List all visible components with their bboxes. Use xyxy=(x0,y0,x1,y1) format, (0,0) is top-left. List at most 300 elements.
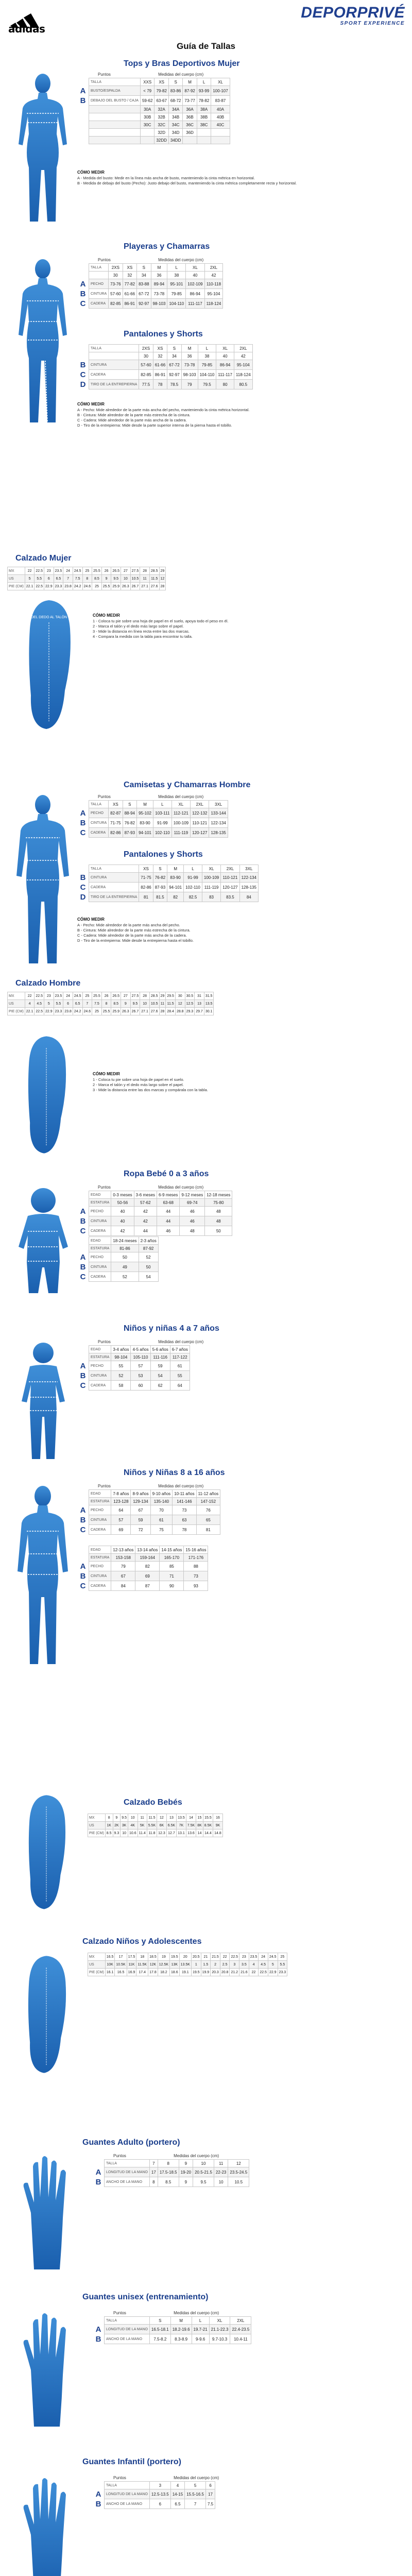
table-cell: 159-164 xyxy=(135,1554,160,1562)
table-cell: 20.8 xyxy=(220,1969,230,1976)
table-cell: 11.5 xyxy=(166,1000,176,1008)
howto-line: A - Medida del busto: Medir en la línea más ancha de busto, manteniendo la cinta métrica en horizontal. xyxy=(77,175,255,180)
howto-line: 4 - Compara la medida con la tabla para encontrar tu talla. xyxy=(93,634,193,639)
row-label: CINTURA xyxy=(89,289,109,299)
section-title-calzado-mujer: Calzado Mujer xyxy=(15,554,72,563)
table-cell: 26.3 xyxy=(121,583,131,590)
table-cell: 23.5-24.5 xyxy=(228,2167,249,2177)
ninos-8-16-table-2 xyxy=(77,1546,208,1591)
table-cell: < 79 xyxy=(140,86,154,96)
size-table xyxy=(77,1546,208,1591)
table-cell: 32A xyxy=(154,106,168,113)
column-header: XL xyxy=(216,345,234,352)
table-cell: 10 xyxy=(140,1000,150,1008)
table-cell: 14 xyxy=(186,1814,196,1822)
table-row xyxy=(77,1226,232,1236)
table-row xyxy=(77,299,223,309)
table-cell: 25 xyxy=(92,1008,102,1015)
row-label: US xyxy=(88,1822,106,1829)
column-header: M xyxy=(181,345,198,352)
table-cell: 22.5 xyxy=(35,992,44,1000)
table-row xyxy=(77,279,223,289)
table-cell: 27.6 xyxy=(149,1008,159,1015)
howto-line: A - Pecho: Mide alrededor de la parte más ancha del pecho, manteniendo la cinta métrica horizontal. xyxy=(77,407,250,412)
table-cell: 86-91 xyxy=(153,370,167,380)
table-cell: 22.1 xyxy=(25,1008,35,1015)
table-cell: 5.5 xyxy=(54,1000,63,1008)
row-label: ESTATURA xyxy=(89,1353,111,1361)
table-cell: 23.3 xyxy=(278,1969,287,1976)
foot-icon xyxy=(21,1030,72,1159)
table-cell: 25.5 xyxy=(101,1008,111,1015)
zone-cell xyxy=(77,1490,89,1498)
row-label: ESTATURA xyxy=(89,1554,111,1562)
table-caption xyxy=(93,2154,249,2158)
table-cell: 77.5 xyxy=(139,380,153,389)
table-cell: 23.8 xyxy=(63,583,73,590)
table-cell: 34DD xyxy=(168,137,182,144)
column-header: TALLA xyxy=(89,865,139,873)
table-cell: 21 xyxy=(201,1953,211,1961)
column-header: 12-13 años xyxy=(111,1546,135,1554)
table-cell: 57 xyxy=(131,1361,150,1371)
table-cell: 89-94 xyxy=(151,279,167,289)
table-cell: 6.5 xyxy=(54,575,63,583)
row-label: PIE (CM) xyxy=(88,1969,106,1976)
table-cell: 82-85 xyxy=(139,370,153,380)
table-cell: 78 xyxy=(153,380,167,389)
table-cell: 23.5 xyxy=(54,992,63,1000)
table-cell: 21.6 xyxy=(239,1969,249,1976)
table-cell: 22 xyxy=(25,992,35,1000)
foot-icon xyxy=(21,1793,72,1911)
table-cell: 42 xyxy=(134,1216,157,1226)
table-cell: 12 xyxy=(175,1000,185,1008)
row-label: PECHO xyxy=(89,1361,111,1371)
table-cell: 128-135 xyxy=(239,883,258,892)
measures-label: Medidas del cuerpo (cm) xyxy=(158,1484,204,1488)
table-cell: 94-101 xyxy=(167,883,184,892)
column-header: 13-14 años xyxy=(135,1546,160,1554)
caption-spacer xyxy=(126,2154,127,2158)
size-table xyxy=(77,1236,159,1282)
zone-letter xyxy=(77,129,89,137)
howto-line: B - Medida de debajo del busto (Pecho): Justo debajo del busto, manteniendo la cinta métrica completamente recta y horizontal. xyxy=(77,180,297,185)
table-cell: 7 xyxy=(185,2499,206,2509)
column-header: XS xyxy=(109,801,123,808)
table-cell: 8.5K xyxy=(203,1822,213,1829)
column-header: S xyxy=(137,264,151,272)
column-header: S xyxy=(153,865,167,873)
hand-icon xyxy=(19,2151,75,2275)
table-cell: 64 xyxy=(111,1505,131,1515)
sub-header-cell: 40 xyxy=(216,352,234,360)
table-cell: 87-92 xyxy=(139,1245,158,1252)
zone-letter: C xyxy=(80,828,86,837)
table-cell: 52 xyxy=(111,1272,139,1282)
column-header: 5-6 años xyxy=(150,1346,170,1353)
column-header: 6-7 años xyxy=(170,1346,190,1353)
table-cell: 9.7-10.3 xyxy=(209,2334,230,2344)
column-header: TALLA xyxy=(105,2482,150,2489)
table-cell: 95-101 xyxy=(167,279,186,289)
table-row xyxy=(88,1829,223,1837)
table-cell: 135-140 xyxy=(150,1498,173,1505)
table-cell: 36B xyxy=(183,113,197,121)
table-cell: 83-88 xyxy=(137,279,151,289)
table-cell: 57-62 xyxy=(134,1199,157,1207)
table-cell: 72 xyxy=(131,1525,150,1535)
zone-letter: C xyxy=(80,1381,86,1390)
column-header: M xyxy=(151,264,167,272)
table-cell: 84 xyxy=(111,1581,135,1591)
zone-cell xyxy=(77,272,89,279)
zone-letter: A xyxy=(95,2167,101,2177)
column-header: 9-10 años xyxy=(150,1490,173,1498)
column-header: L xyxy=(197,78,211,86)
table-row xyxy=(77,380,252,389)
table-cell: 3.5 xyxy=(239,1961,249,1969)
section-title-guantes-infantil: Guantes Infantil (portero) xyxy=(82,2458,181,2466)
zone-letter: B xyxy=(80,1371,86,1380)
table-cell: 25.5 xyxy=(92,992,102,1000)
row-label: ESTATURA xyxy=(89,1245,111,1252)
zone-cell xyxy=(77,865,89,873)
table-cell: 5 xyxy=(44,1000,54,1008)
row-label xyxy=(89,121,141,129)
table-cell: 28.4 xyxy=(166,1008,176,1015)
table-caption xyxy=(77,258,223,262)
table-cell: 75-80 xyxy=(205,1199,232,1207)
zone-letter xyxy=(77,113,89,121)
table-cell: 25.9 xyxy=(111,1008,121,1015)
table-cell: 17 xyxy=(206,2489,215,2499)
table-cell: 10 xyxy=(128,1814,138,1822)
column-header: 6-9 meses xyxy=(157,1191,180,1199)
teen-figure xyxy=(9,1484,76,1669)
table-cell: 12.5 xyxy=(185,1000,195,1008)
table-cell: 23.5 xyxy=(249,1953,259,1961)
table-row xyxy=(77,1353,190,1361)
table-cell: 30.1 xyxy=(204,1008,214,1015)
howto-line: 1 - Coloca tu pie sobre una hoja de papel en el suelo. xyxy=(93,1077,184,1082)
table-row xyxy=(88,1969,287,1976)
column-header: 18-24 meses xyxy=(111,1237,139,1245)
size-table xyxy=(93,2316,251,2344)
table-cell: 73-78 xyxy=(151,289,167,299)
table-cell: 26.5 xyxy=(111,567,121,575)
table-cell: 19 xyxy=(158,1953,169,1961)
header-row xyxy=(77,801,228,808)
table-cell: 16.1 xyxy=(105,1969,115,1976)
column-header: XXS xyxy=(140,78,154,86)
caption-spacer xyxy=(126,2476,127,2480)
table-cell: 92-97 xyxy=(137,299,151,309)
table-cell: 123-128 xyxy=(111,1498,131,1505)
table-cell: 111-119 xyxy=(171,828,190,838)
table-cell: 27.1 xyxy=(140,583,150,590)
header-row xyxy=(93,2160,249,2167)
table-cell: 7.5 xyxy=(73,575,82,583)
table-cell: 11 xyxy=(138,1814,147,1822)
table-cell: 22-23 xyxy=(214,2167,228,2177)
table-cell: 133-144 xyxy=(209,808,228,818)
table-cell: 82.5 xyxy=(184,892,202,902)
table-cell: 59 xyxy=(150,1361,170,1371)
table-caption xyxy=(77,1484,220,1488)
table-cell: 25.9 xyxy=(111,583,121,590)
table-cell: 38B xyxy=(197,113,211,121)
table-cell: 48 xyxy=(180,1226,205,1236)
ninos-4-7-table xyxy=(77,1340,203,1391)
column-header: 3-4 años xyxy=(111,1346,131,1353)
guantes-adulto-table xyxy=(93,2154,249,2187)
table-cell: 27 xyxy=(121,567,131,575)
column-header: TALLA xyxy=(89,264,109,272)
table-cell: 79-85 xyxy=(198,360,216,370)
table-cell: 28 xyxy=(159,1008,166,1015)
table-cell: 17.5-18.5 xyxy=(158,2167,179,2177)
zone-letter: C xyxy=(80,1581,86,1590)
table-row xyxy=(77,873,258,883)
table-cell: 82-86 xyxy=(109,828,123,838)
table-cell: 13.5 xyxy=(177,1814,186,1822)
table-cell: 63-68 xyxy=(157,1199,180,1207)
table-cell: 31 xyxy=(195,992,204,1000)
howto-heading: CÓMO MEDIR xyxy=(77,170,105,175)
table-cell: 53 xyxy=(131,1371,150,1381)
table-cell: 7.5K xyxy=(186,1822,196,1829)
table-cell: 69-74 xyxy=(180,1199,205,1207)
table-cell: 91-99 xyxy=(184,873,202,883)
hand-icon xyxy=(19,2473,75,2576)
column-header: 12 xyxy=(228,2160,249,2167)
foot-icon xyxy=(21,1953,72,2076)
table-cell: 40A xyxy=(211,106,230,113)
zone-letter xyxy=(77,1199,89,1207)
table-cell: 61-66 xyxy=(153,360,167,370)
row-label: CINTURA xyxy=(89,1571,111,1581)
row-label: CINTURA xyxy=(89,1216,111,1226)
zone-letter: A xyxy=(80,1207,86,1216)
zone-letter xyxy=(77,1353,89,1361)
table-cell: 73 xyxy=(173,1505,196,1515)
row-label: ANCHO DE LA MANO xyxy=(105,2334,150,2344)
caption-spacer xyxy=(111,794,112,799)
pantalones-mujer-table xyxy=(77,344,253,389)
caption-spacer xyxy=(126,2311,127,2315)
table-cell: 29.7 xyxy=(195,1008,204,1015)
row-label: PECHO xyxy=(89,1562,111,1571)
row-label: DEBAJO DEL BUSTO / CAJA xyxy=(89,96,141,106)
table-cell: 88 xyxy=(184,1562,208,1571)
calzado-bebes-table xyxy=(88,1814,223,1837)
table-cell: 22 xyxy=(220,1953,230,1961)
table-cell: 34D xyxy=(168,129,182,137)
child-figure xyxy=(12,1340,74,1463)
table-cell: 111-117 xyxy=(186,299,204,309)
table-row xyxy=(88,1961,287,1969)
sub-header-cell xyxy=(89,352,139,360)
table-cell: 104-110 xyxy=(198,370,216,380)
table-cell: 78 xyxy=(173,1525,196,1535)
foot-icon xyxy=(21,598,77,732)
table-cell: 112-121 xyxy=(171,808,190,818)
column-header: M xyxy=(167,865,184,873)
zone-letter: B xyxy=(95,2177,101,2187)
table-cell: 8.5 xyxy=(92,575,102,583)
table-cell: 103-111 xyxy=(153,808,171,818)
table-cell: 2.5 xyxy=(220,1961,230,1969)
column-header: 12-18 meses xyxy=(205,1191,232,1199)
points-label: Puntos xyxy=(113,2476,126,2480)
table-cell: 12.5-13.5 xyxy=(149,2489,170,2499)
table-cell: 26.7 xyxy=(130,583,140,590)
table-cell: 42 xyxy=(111,1226,134,1236)
table-cell: 65 xyxy=(196,1515,220,1525)
zone-letter: B xyxy=(95,2499,101,2509)
sub-header-cell: 40 xyxy=(186,272,204,279)
table-cell: 84 xyxy=(239,892,258,902)
table-caption xyxy=(93,2311,251,2315)
zone-letter xyxy=(77,137,89,144)
zone-letter: B xyxy=(80,818,86,827)
row-label: ANCHO DE LA MANO xyxy=(105,2177,150,2187)
table-cell: 9.3 xyxy=(113,1829,121,1837)
table-cell: 95-102 xyxy=(137,808,153,818)
column-header: 3XL xyxy=(209,801,228,808)
table-row xyxy=(77,1562,208,1571)
table-cell: 22 xyxy=(25,567,35,575)
adidas-wordmark: adidas xyxy=(8,23,45,35)
table-cell: 13.6 xyxy=(186,1829,196,1837)
table-cell: 12.3 xyxy=(157,1829,167,1837)
table-cell: 6 xyxy=(149,2499,170,2509)
table-row xyxy=(93,2167,249,2177)
table-cell: 31.5 xyxy=(204,992,214,1000)
column-header: 2XL xyxy=(230,2317,251,2325)
zone-letter: B xyxy=(80,873,86,882)
pantalones-hombre-table xyxy=(77,865,259,902)
table-cell: 42 xyxy=(134,1207,157,1216)
size-table xyxy=(77,1191,232,1236)
table-cell: 28 xyxy=(159,583,166,590)
table-cell: 49 xyxy=(111,1262,139,1272)
table-cell: 11.5 xyxy=(147,1814,157,1822)
table-cell: 59 xyxy=(131,1515,150,1525)
table-cell: 69 xyxy=(111,1525,131,1535)
table-cell: 24 xyxy=(259,1953,268,1961)
table-cell: 17.4 xyxy=(136,1969,148,1976)
table-cell: 118-124 xyxy=(234,370,252,380)
column-header: L xyxy=(153,801,171,808)
row-label: ANCHO DE LA MANO xyxy=(105,2499,150,2509)
howto-line: 2 - Marca el talón y el dedo más largo sobre el papel. xyxy=(93,623,184,629)
table-cell: 111-117 xyxy=(216,370,234,380)
table-cell: 12 xyxy=(157,1814,167,1822)
table-row xyxy=(77,96,230,106)
shoe-size-table xyxy=(7,992,214,1015)
table-row xyxy=(93,2334,251,2344)
table-cell: 13.5 xyxy=(204,1000,214,1008)
table-cell: 38A xyxy=(197,106,211,113)
table-cell: 23 xyxy=(44,992,54,1000)
table-cell: 28.5 xyxy=(149,992,159,1000)
table-cell: 19.7-21 xyxy=(192,2325,209,2334)
table-cell: 6.5 xyxy=(170,2499,184,2509)
table-cell: 61-66 xyxy=(123,289,136,299)
table-cell: 20.5 xyxy=(191,1953,201,1961)
table-cell: 78.5 xyxy=(167,380,181,389)
table-cell: 111-119 xyxy=(202,883,220,892)
column-header: 7-8 años xyxy=(111,1490,131,1498)
column-header: XL xyxy=(202,865,220,873)
row-label: PECHO xyxy=(89,1207,111,1216)
table-cell: 23.5 xyxy=(54,567,63,575)
section-title-ninos-4-7: Niños y niñas 4 a 7 años xyxy=(124,1324,219,1333)
table-cell: 5K xyxy=(138,1822,147,1829)
calzado-mujer-table xyxy=(7,567,166,590)
column-header: 2XS xyxy=(139,345,153,352)
sub-header-row xyxy=(77,352,252,360)
table-row xyxy=(77,86,230,96)
table-cell: 14-15 xyxy=(170,2489,184,2499)
table-cell: 147-152 xyxy=(196,1498,220,1505)
guantes-infantil-table xyxy=(93,2476,219,2509)
table-cell: 30.5 xyxy=(185,992,195,1000)
column-header: 9-12 meses xyxy=(180,1191,205,1199)
table-cell: 63-67 xyxy=(154,96,168,106)
table-cell: 29 xyxy=(159,567,166,575)
column-header: EDAD xyxy=(89,1237,111,1245)
howto-line: 3 - Mide la distancia entre las dos marcas y compárala con la tabla. xyxy=(93,1088,208,1093)
table-cell: 13 xyxy=(166,1814,176,1822)
table-cell: 2 xyxy=(211,1961,220,1969)
table-cell: 20.5-21.5 xyxy=(193,2167,214,2177)
section-title-bebe: Ropa Bebé 0 a 3 años xyxy=(124,1170,209,1178)
brand-name: DEPORPRIVÉ xyxy=(301,4,405,21)
table-cell: 1 xyxy=(191,1961,201,1969)
table-cell: 88-94 xyxy=(123,808,136,818)
table-cell: 83-86 xyxy=(168,86,182,96)
howto-line: B - Cintura: Mide alrededor de la parte más estrecha de la cintura. xyxy=(77,412,191,417)
table-row xyxy=(93,2325,251,2334)
table-cell: 22.5 xyxy=(35,1008,44,1015)
header-row xyxy=(77,1490,220,1498)
table-cell: 25 xyxy=(82,992,92,1000)
table-cell: 86-94 xyxy=(186,289,204,299)
table-cell: 15.5 xyxy=(203,1814,213,1822)
table-row xyxy=(88,1953,287,1961)
table-cell: 92-97 xyxy=(167,370,181,380)
table-cell: 5 xyxy=(25,575,35,583)
table-cell: 95-104 xyxy=(234,360,252,370)
table-cell: 19-20 xyxy=(179,2167,193,2177)
calzado-mujer-howto xyxy=(93,613,391,639)
table-cell: 54 xyxy=(150,1371,170,1381)
table-cell: 81-86 xyxy=(111,1245,139,1252)
row-label: CADERA xyxy=(89,299,109,309)
column-header: S xyxy=(123,801,136,808)
sub-header-cell: 42 xyxy=(204,272,223,279)
row-label: PECHO xyxy=(89,1505,111,1515)
row-label: CADERA xyxy=(89,1226,111,1236)
points-label: Puntos xyxy=(98,1340,111,1344)
table-cell: 7 xyxy=(82,1000,92,1008)
table-cell: 21.1-22.3 xyxy=(209,2325,230,2334)
table-cell: 23.8 xyxy=(63,1008,73,1015)
table-cell: 40 xyxy=(111,1207,134,1216)
